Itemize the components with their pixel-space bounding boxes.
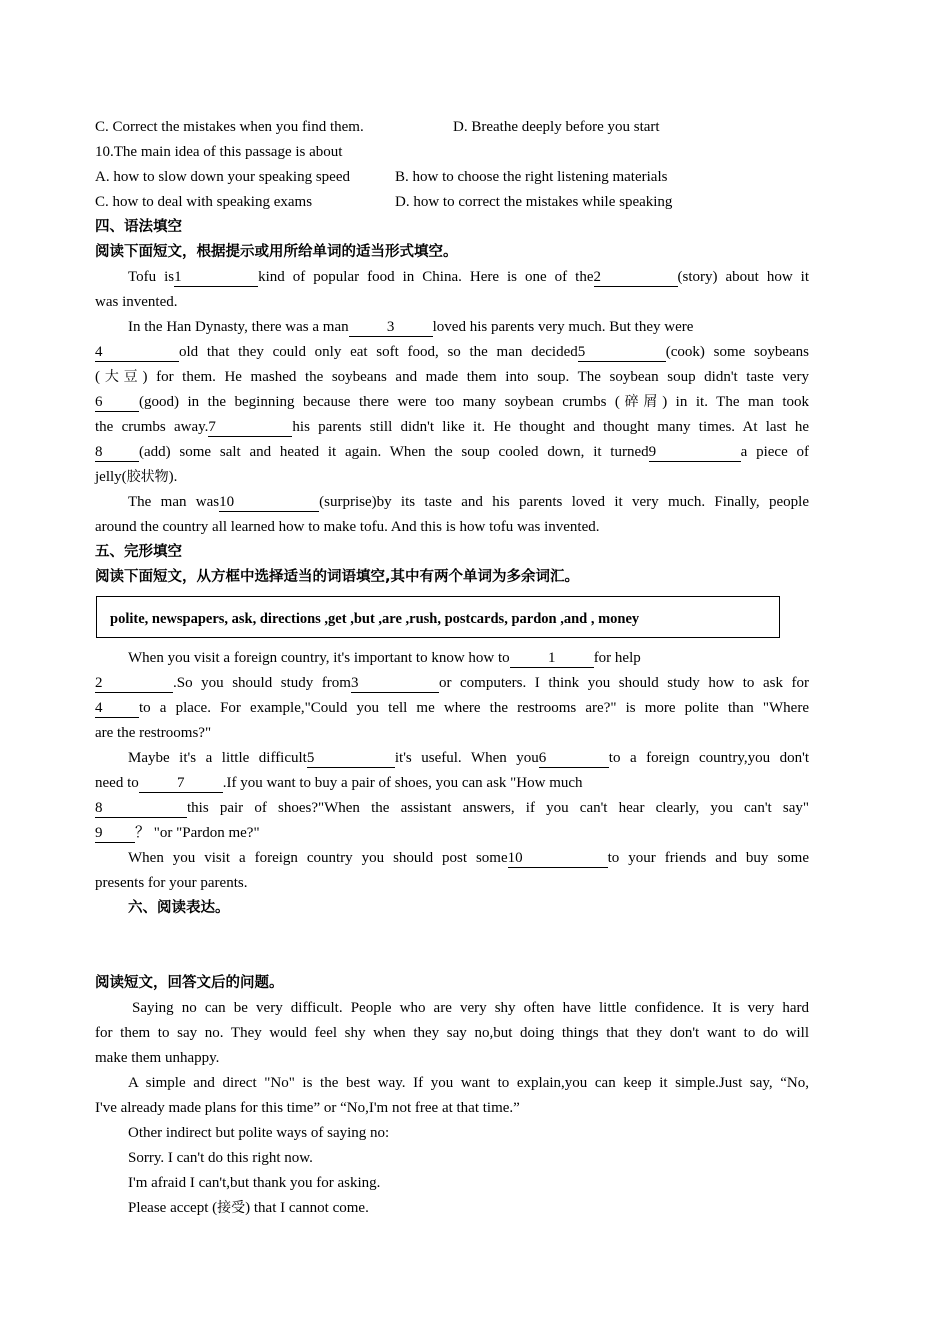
s5-line-7: 8 this pair of shoes?"When the assistant answers, if you can't hear clearly, you can't say" (95, 800, 809, 816)
section6-instruction: 阅读短文，回答文后的问题。 (95, 975, 284, 991)
s5-line-1: When you visit a foreign country, it's important to know how to 1 for help (128, 650, 641, 666)
s4-line-9: jelly(胶状物). (95, 469, 178, 485)
s6-p1-line-1: Saying no can be very difficult. People who are very shy often have little confidence. It is very hard (132, 1000, 809, 1016)
s5-blank-1[interactable]: 1 (510, 649, 594, 668)
s4-blank-10[interactable]: 10 (219, 493, 319, 512)
s6-p6: Please accept (接受) that I cannot come. (128, 1200, 369, 1216)
s6-p4: Sorry. I can't do this right now. (128, 1150, 313, 1166)
spacer (95, 921, 809, 971)
s6-p2-line-2: I've already made plans for this time” or “No,I'm not free at that time.” (95, 1100, 520, 1116)
s4-line-1: Tofu is1 kind of popular food in China. Here is one of the2 (story) about how it (128, 269, 809, 285)
q9-options-row (95, 115, 809, 140)
s4-blank-4[interactable]: 4 (95, 343, 179, 362)
s6-p1-line-2: for them to say no. They would feel shy when they say no,but doing things that they don't want to do will (95, 1025, 809, 1041)
section6-heading: 六、阅读表达。 (128, 900, 230, 916)
q10-option-a: A. how to slow down your speaking speed (95, 169, 350, 185)
word-bank-box: polite, newspapers, ask, directions ,get ,but ,are ,rush, postcards, pardon ,and , money (96, 596, 780, 638)
s6-p5: I'm afraid I can't,but thank you for asking. (128, 1175, 381, 1191)
s5-blank-6[interactable]: 6 (539, 749, 609, 768)
s4-line-2: was invented. (95, 294, 178, 310)
s5-blank-4[interactable]: 4 (95, 699, 139, 718)
q10-option-b: B. how to choose the right listening materials (395, 169, 668, 185)
s6-p2-line-1: A simple and direct "No" is the best way. If you want to explain,you can keep it simple.Just say, “No, (128, 1075, 809, 1091)
section5-heading: 五、完形填空 (95, 544, 182, 560)
s5-blank-8[interactable]: 8 (95, 799, 187, 818)
s4-line-4: 4 old that they could only eat soft food, so the man decided5 (cook) some soybeans (95, 344, 809, 360)
s5-line-3: 4 to a place. For example,"Could you tell me where the restrooms are?" is more polite than "Where (95, 700, 809, 716)
s5-blank-2[interactable]: 2 (95, 674, 173, 693)
q10-options-row-1 (95, 165, 809, 190)
s5-blank-3[interactable]: 3 (351, 674, 439, 693)
q9-option-d: D. Breathe deeply before you start (453, 119, 660, 135)
section4-instruction: 阅读下面短文，根据提示或用所给单词的适当形式填空。 (95, 244, 458, 260)
s4-blank-7[interactable]: 7 (208, 418, 292, 437)
q10-option-d: D. how to correct the mistakes while speaking (395, 194, 673, 210)
s5-line-2: 2 .So you should study from3 or computers. I think you should study how to ask for (95, 675, 809, 691)
s5-line-6: need to 7 .If you want to buy a pair of shoes, you can ask "How much (95, 775, 583, 791)
s4-blank-5[interactable]: 5 (578, 343, 666, 362)
s4-line-7: the crumbs away.7 his parents still didn't like it. He thought and thought many times. At last he (95, 419, 809, 435)
s5-line-5: Maybe it's a little difficult5 it's useful. When you6 to a foreign country,you don't (128, 750, 809, 766)
section5-instruction: 阅读下面短文，从方框中选择适当的词语填空,其中有两个单词为多余词汇。 (95, 569, 580, 585)
q10-option-c: C. how to deal with speaking exams (95, 194, 313, 210)
q9-option-c: C. Correct the mistakes when you find them. (95, 119, 364, 135)
s6-p1-line-3: make them unhappy. (95, 1050, 220, 1066)
s5-line-4: are the restrooms?" (95, 725, 212, 741)
s5-line-10: presents for your parents. (95, 875, 248, 891)
section4-heading: 四、语法填空 (95, 219, 182, 235)
s4-blank-2[interactable]: 2 (594, 268, 678, 287)
s4-line-10: The man was10 (surprise)by its taste and his parents loved it very much. Finally, people (128, 494, 809, 510)
s5-blank-9[interactable]: 9 (95, 824, 135, 843)
s5-blank-5[interactable]: 5 (307, 749, 395, 768)
s4-line-5: (大豆) for them. He mashed the soybeans and made them into soup. The soybean soup didn't taste very (95, 369, 809, 385)
s4-blank-6[interactable]: 6 (95, 393, 139, 412)
s4-line-6: 6 (good) in the beginning because there were too many soybean crumbs (碎屑) in it. The man took (95, 394, 809, 410)
q10-options-row-2 (95, 190, 809, 215)
s5-blank-10[interactable]: 10 (508, 849, 608, 868)
s4-blank-8[interactable]: 8 (95, 443, 139, 462)
s4-line-3: In the Han Dynasty, there was a man 3 loved his parents very much. But they were (128, 319, 694, 335)
q10-stem: 10.The main idea of this passage is about (95, 144, 343, 160)
s4-line-11: around the country all learned how to make tofu. And this is how tofu was invented. (95, 519, 600, 535)
s4-blank-9[interactable]: 9 (649, 443, 741, 462)
s6-p3: Other indirect but polite ways of saying no: (128, 1125, 390, 1141)
s5-line-8: 9 ？ "or "Pardon me?" (95, 825, 260, 841)
s5-line-9: When you visit a foreign country you should post some10 to your friends and buy some (128, 850, 809, 866)
s5-blank-7[interactable]: 7 (139, 774, 223, 793)
s4-blank-1[interactable]: 1 (174, 268, 258, 287)
s4-line-8: 8 (add) some salt and heated it again. When the soup cooled down, it turned9 a piece of (95, 444, 809, 460)
s4-blank-3[interactable]: 3 (349, 318, 433, 337)
worksheet-page (95, 115, 809, 1221)
